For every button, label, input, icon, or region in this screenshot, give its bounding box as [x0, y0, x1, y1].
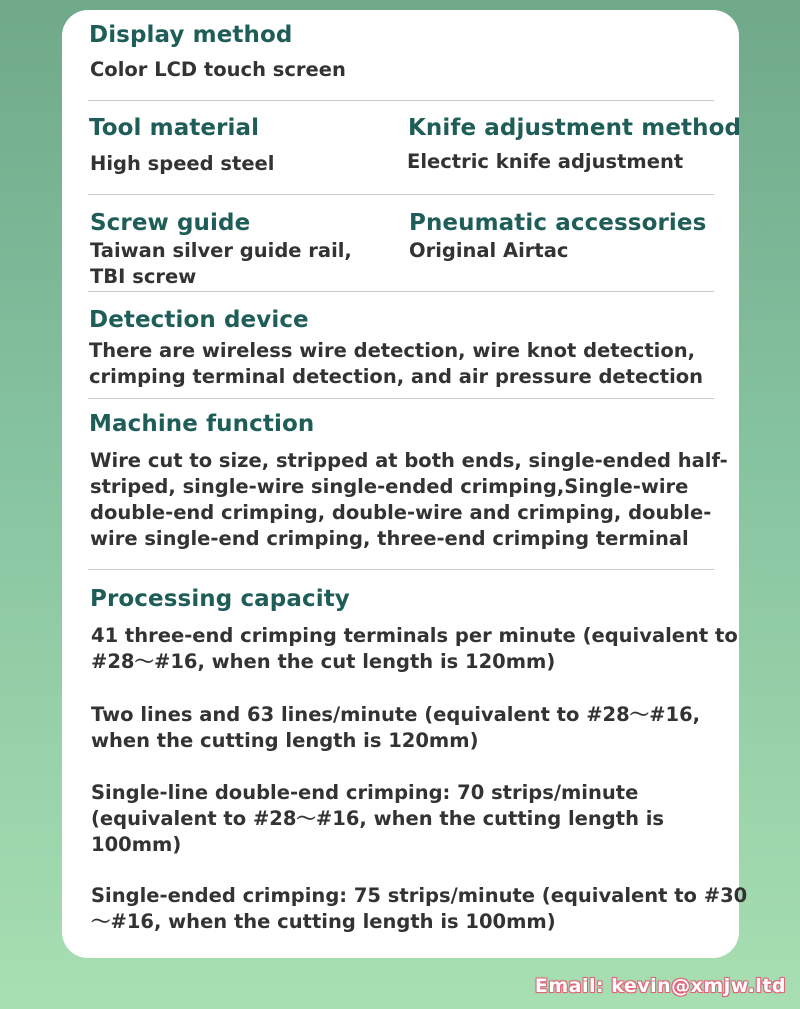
divider [88, 194, 714, 195]
detection-device-label: Detection device [89, 307, 309, 333]
divider [88, 100, 714, 101]
machine-function-line-4: wire single-end crimping, three-end crimping terminal [90, 527, 689, 550]
pneumatic-accessories-value: Original Airtac [409, 239, 569, 262]
capacity-item-3-line-2: (equivalent to #28～#16, when the cutting length is [91, 807, 665, 830]
knife-adjustment-value: Electric knife adjustment [407, 150, 684, 173]
capacity-item-1-line-2: #28～#16, when the cut length is 120mm) [91, 650, 556, 673]
detection-device-line-1: There are wireless wire detection, wire knot detection, [89, 339, 696, 362]
machine-function-line-1: Wire cut to size, stripped at both ends, single-ended half- [90, 449, 728, 472]
screw-guide-label: Screw guide [90, 210, 251, 236]
display-method-value: Color LCD touch screen [90, 58, 346, 81]
divider [88, 398, 714, 399]
email-watermark: Email: kevin@xmjw.ltd [534, 975, 786, 997]
screw-guide-value-line-2: TBI screw [90, 265, 197, 288]
capacity-item-3-line-3: 100mm) [91, 833, 182, 856]
capacity-item-3-line-1: Single-line double-end crimping: 70 strips/minute [91, 781, 639, 804]
capacity-item-2-line-1: Two lines and 63 lines/minute (equivalent to #28～#16, [91, 703, 701, 726]
capacity-item-4-line-1: Single-ended crimping: 75 strips/minute (equivalent to #30 [91, 884, 748, 907]
machine-function-line-3: double-end crimping, double-wire and crimping, double- [90, 501, 712, 524]
capacity-item-2-line-2: when the cutting length is 120mm) [91, 729, 479, 752]
pneumatic-accessories-label: Pneumatic accessories [409, 210, 707, 236]
machine-function-label: Machine function [89, 411, 315, 437]
divider [88, 291, 714, 292]
processing-capacity-label: Processing capacity [90, 586, 350, 612]
tool-material-value: High speed steel [90, 152, 275, 175]
machine-function-line-2: striped, single-wire single-ended crimping,Single-wire [90, 475, 689, 498]
screw-guide-value-line-1: Taiwan silver guide rail, [90, 239, 352, 262]
divider [88, 569, 714, 570]
capacity-item-4-line-2: ～#16, when the cutting length is 100mm) [91, 910, 556, 933]
display-method-label: Display method [89, 22, 293, 48]
knife-adjustment-label: Knife adjustment method [408, 115, 742, 141]
tool-material-label: Tool material [89, 115, 260, 141]
detection-device-line-2: crimping terminal detection, and air pressure detection [89, 365, 704, 388]
capacity-item-1-line-1: 41 three-end crimping terminals per minute (equivalent to [91, 624, 738, 647]
